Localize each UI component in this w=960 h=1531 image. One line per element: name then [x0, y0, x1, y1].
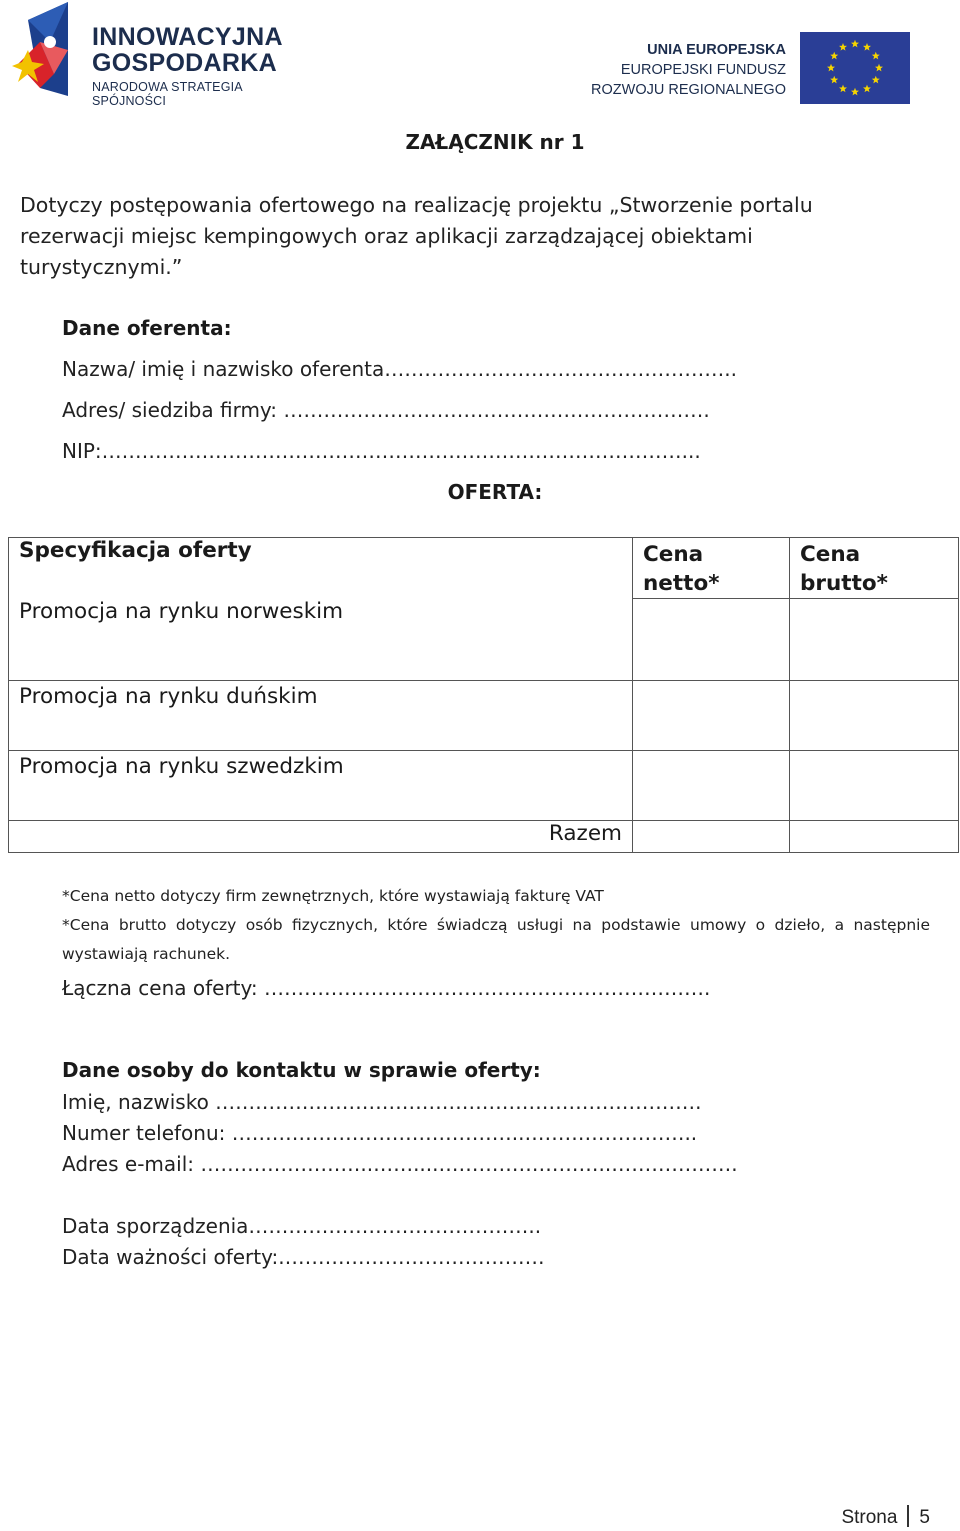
contact-heading: Dane osoby do kontaktu w sprawie oferty:: [62, 1058, 541, 1082]
logo-line-strategia: NARODOWA STRATEGIA SPÓJNOŚCI: [92, 80, 243, 108]
eu-logo: [591, 30, 910, 106]
logo-line-gospodarka: GOSPODARKA: [92, 49, 277, 77]
page-label: Strona: [841, 1507, 898, 1528]
date-prepared-line: Data sporządzenia……………………………………..: [62, 1214, 542, 1238]
intro-paragraph: Dotyczy postępowania ofertowego na realizację projektu „Stworzenie portalu rezerwacji miejsc kempingowych oraz aplikacji zarządzającej obiektami turystycznymi.”: [20, 193, 813, 279]
table-cell-brutto: [790, 751, 959, 821]
offer-spec-table: [8, 537, 959, 853]
oferent-heading: Dane oferenta:: [62, 316, 232, 340]
oferent-address-line: Adres/ siedziba firmy: ……………………………………………………….: [62, 398, 710, 422]
table-header-netto: Cena netto*: [633, 538, 790, 599]
table-total-label: Razem: [9, 821, 633, 853]
table-cell-netto: [633, 681, 790, 751]
note-brutto: *Cena brutto dotyczy osób fizycznych, które świadczą usługi na podstawie umowy o dzieło, a następnie wystawiają rachunek.: [62, 916, 930, 963]
eu-flag-icon: [800, 32, 910, 104]
page-title: ZAŁĄCZNIK nr 1: [405, 130, 585, 154]
page-number: 5: [919, 1507, 930, 1528]
contact-phone-line: Numer telefonu: ……………………………………..……………………..: [62, 1121, 698, 1145]
eu-logo-line2: EUROPEJSKI FUNDUSZ: [620, 62, 786, 78]
table-cell-netto: [633, 599, 790, 681]
table-row-label: Promocja na rynku norweskim: [9, 599, 633, 681]
table-cell-brutto: [790, 681, 959, 751]
contact-name-line: Imię, nazwisko ……………………………………………………………….: [62, 1090, 702, 1114]
contact-email-line: Adres e-mail: ……………………..……....……………………..……………….: [62, 1152, 738, 1176]
eu-logo-line3: ROZWOJU REGIONALNEGO: [591, 82, 786, 98]
table-cell-brutto: [790, 599, 959, 681]
date-valid-line: Data ważności oferty:.…………………………………: [62, 1245, 545, 1269]
innowacyjna-gospodarka-logo: [10, 2, 310, 108]
table-header-brutto: Cena brutto*: [790, 538, 959, 599]
table-total-netto: [633, 821, 790, 853]
eu-logo-line1: UNIA EUROPEJSKA: [647, 42, 786, 58]
note-netto: *Cena netto dotyczy firm zewnętrznych, które wystawiają fakturę VAT: [62, 887, 604, 905]
oferent-nip-line: NIP:……………………………………………………………………………...: [62, 439, 701, 463]
page-footer: [841, 1505, 930, 1529]
table-row-label: Promocja na rynku szwedzkim: [9, 751, 633, 821]
table-total-brutto: [790, 821, 959, 853]
oferent-name-line: Nazwa/ imię i nazwisko oferenta……………………………………………..: [62, 357, 737, 381]
footer-separator: [907, 1505, 909, 1527]
innowacyjna-gospodarka-emblem-icon: [10, 2, 90, 102]
total-price-line: Łączna cena oferty: ………………………………………………………….: [62, 976, 711, 1000]
oferta-heading: OFERTA:: [447, 480, 543, 504]
table-cell-netto: [633, 751, 790, 821]
table-row-label: Promocja na rynku duńskim: [9, 681, 633, 751]
logo-line-innowacyjna: INNOWACYJNA: [92, 23, 283, 51]
table-header-spec: Specyfikacja oferty: [9, 538, 633, 599]
